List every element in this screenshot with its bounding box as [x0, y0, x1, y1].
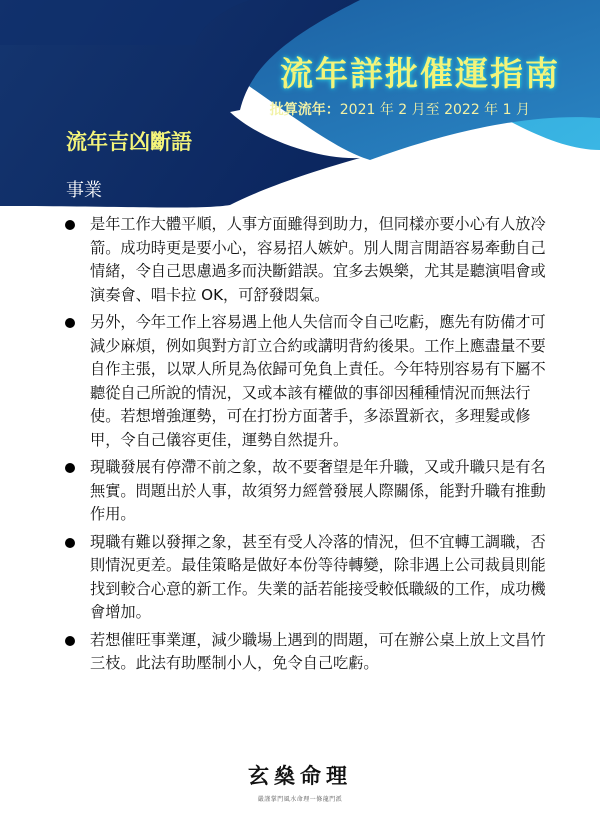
period-label: 批算流年： [269, 102, 340, 118]
category-title: 事業 [66, 180, 102, 201]
period-value: 2021 年 2 月至 2022 年 1 月 [339, 102, 530, 118]
page-title: 流年詳批催運指南 [280, 54, 560, 93]
bullet-dot-icon [65, 636, 75, 646]
brand-name: 玄燊命理 [248, 763, 352, 788]
section-title: 流年吉凶斷語 [66, 130, 192, 154]
bullet-item [60, 629, 560, 676]
period-line [270, 99, 530, 119]
bullet-text: 是年工作大體平順，人事方面雖得到助力，但同樣亦要小心有人放冷箭。成功時更是要小心，容易招人嫉妒。別人閒言閒語容易牽動自己情緒，令自己思慮過多而決斷錯誤。宜多去娛樂，尤其是聽演唱會或演奏會、唱卡拉 OK，可舒發悶氣。 [90, 215, 546, 304]
bullet-text: 另外，今年工作上容易遇上他人失信而令自己吃虧，應先有防備才可減少麻煩，例如與對方訂立合約或講明背約後果。工作上應盡量不要自作主張，以眾人所見為依歸可免負上責任。今年特別容易有下屬不聽從自己所說的情況，又或本該有權做的事卻因種種情況而無法行使。若想增強運勢，可在打扮方面著手，多添置新衣，多理髮或修甲，令自己儀容更佳，運勢自然提升。 [90, 313, 546, 449]
bullet-dot-icon [65, 318, 75, 328]
bullet-list [60, 213, 560, 680]
bullet-text: 現職發展有停滯不前之象，故不要奢望是年升職，又或升職只是有名無實。問題出於人事，故須努力經營發展人際關係，能對升職有推動作用。 [90, 458, 546, 523]
footer-logo [0, 760, 600, 803]
brand-tagline: 嚴謹掌門風水命理一條龍門派 [257, 796, 343, 803]
bullet-item [60, 531, 560, 625]
bullet-dot-icon [65, 538, 75, 548]
bullet-item [60, 456, 560, 527]
bullet-text: 若想催旺事業運，減少職場上遇到的問題，可在辦公桌上放上文昌竹三枝。此法有助壓制小人，免令自己吃虧。 [90, 630, 546, 672]
bullet-dot-icon [65, 220, 75, 230]
bullet-item [60, 213, 560, 307]
bullet-dot-icon [65, 463, 75, 473]
bullet-text: 現職有難以發揮之象，甚至有受人冷落的情況，但不宜轉工調職，否則情況更差。最佳策略是做好本份等待轉變，除非遇上公司裁員則能找到較合心意的新工作。失業的話若能接受較低職級的工作，成功機會增加。 [90, 532, 546, 621]
bullet-item [60, 311, 560, 452]
